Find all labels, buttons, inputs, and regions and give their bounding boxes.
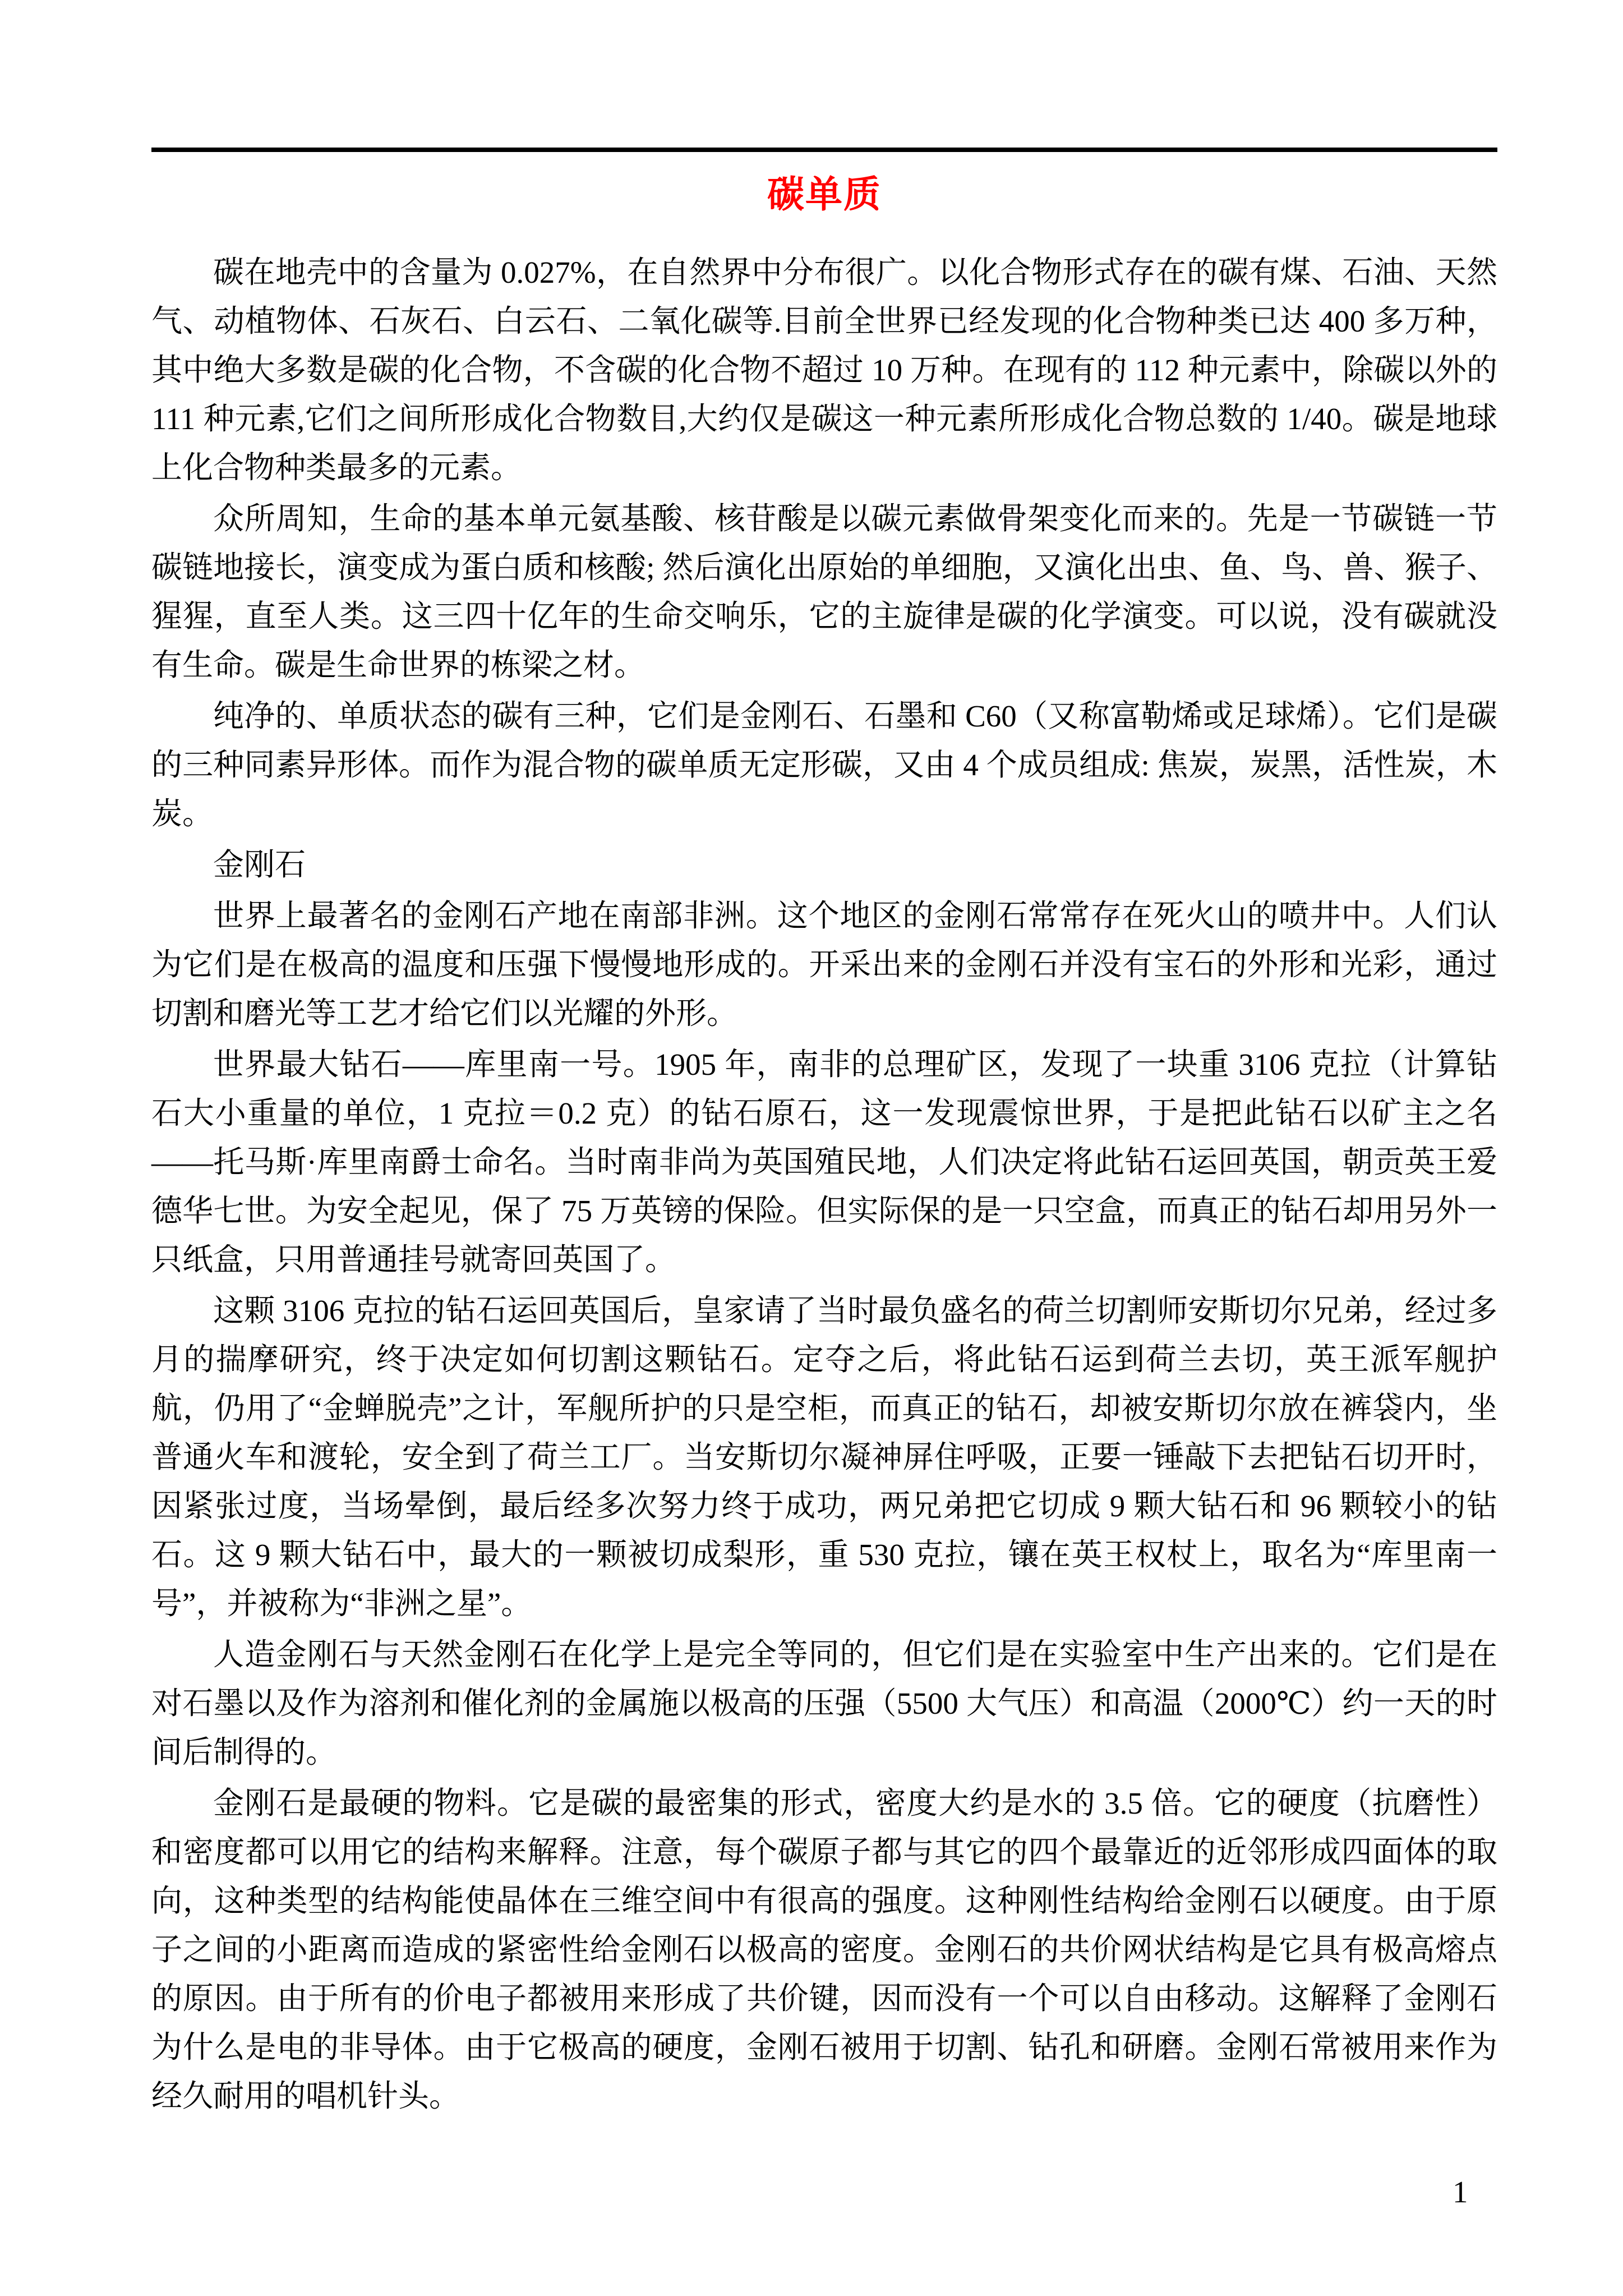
page-number: 1: [1453, 2175, 1468, 2209]
paragraph: 世界上最著名的金刚石产地在南部非洲。这个地区的金刚石常常存在死火山的喷井中。人们认为它们是在极高的温度和压强下慢慢地形成的。开采出来的金刚石并没有宝石的外形和光彩，通过切割和磨光等工艺才给它们以光耀的外形。: [151, 899, 1497, 1030]
paragraph: 人造金刚石与天然金刚石在化学上是完全等同的，但它们是在实验室中生产出来的。它们是在对石墨以及作为溶剂和催化剂的金属施以极高的压强（5500 大气压）和高温（2000℃）约一天的时间后制得的。: [151, 1637, 1497, 1769]
paragraph: 金刚石是最硬的物料。它是碳的最密集的形式，密度大约是水的 3.5 倍。它的硬度（抗磨性）和密度都可以用它的结构来解释。注意，每个碳原子都与其它的四个最靠近的近邻形成四面体的取向，这种类型的结构能使晶体在三维空间中有很高的强度。这种刚性结构给金刚石以硬度。由于原子之间的小距离而造成的紧密性给金刚石以极高的密度。金刚石的共价网状结构是它具有极高熔点的原因。由于所有的价电子都被用来形成了共价键，因而没有一个可以自由移动。这解释了金刚石为什么是电的非导体。由于它极高的硬度，金刚石被用于切割、钻孔和研磨。金刚石常被用来作为经久耐用的唱机针头。: [151, 1786, 1497, 2113]
paragraph: 碳在地壳中的含量为 0.027%，在自然界中分布很广。以化合物形式存在的碳有煤、石油、天然气、动植物体、石灰石、白云石、二氧化碳等.目前全世界已经发现的化合物种类已达 400 多万种，其中绝大多数是碳的化合物，不含碳的化合物不超过 10 万种。在现有的 112 种元素中，除碳以外的 111 种元素,它们之间所形成化合物数目,大约仅是碳这一种元素所形成化合物总数的 1/40。碳是地球上化合物种类最多的元素。: [151, 255, 1497, 485]
header-rule: [151, 148, 1497, 152]
paragraph: 世界最大钻石——库里南一号。1905 年，南非的总理矿区，发现了一块重 3106 克拉（计算钻石大小重量的单位，1 克拉＝0.2 克）的钻石原石，这一发现震惊世界，于是把此钻石以矿主之名——托马斯·库里南爵士命名。当时南非尚为英国殖民地，人们决定将此钻石运回英国，朝贡英王爱德华七世。为安全起见，保了 75 万英镑的保险。但实际保的是一只空盒，而真正的钻石却用另外一只纸盒，只用普通挂号就寄回英国了。: [151, 1047, 1497, 1277]
section-heading: 金刚石: [213, 848, 306, 882]
paragraph: 这颗 3106 克拉的钻石运回英国后，皇家请了当时最负盛名的荷兰切割师安斯切尔兄弟，经过多月的揣摩研究，终于决定如何切割这颗钻石。定夺之后，将此钻石运到荷兰去切，英王派军舰护航，仍用了“金蝉脱壳”之计，军舰所护的只是空柜，而真正的钻石，却被安斯切尔放在裤袋内，坐普通火车和渡轮，安全到了荷兰工厂。当安斯切尔凝神屏住呼吸，正要一锤敲下去把钻石切开时，因紧张过度，当场晕倒，最后经多次努力终于成功，两兄弟把它切成 9 颗大钻石和 96 颗较小的钻石。这 9 颗大钻石中，最大的一颗被切成梨形，重 530 克拉，镶在英王权杖上，取名为“库里南一号”，并被称为“非洲之星”。: [151, 1294, 1497, 1621]
paragraph: 众所周知，生命的基本单元氨基酸、核苷酸是以碳元素做骨架变化而来的。先是一节碳链一节碳链地接长，演变成为蛋白质和核酸; 然后演化出原始的单细胞，又演化出虫、鱼、鸟、兽、猴子、猩猩，直至人类。这三四十亿年的生命交响乐，它的主旋律是碳的化学演变。可以说，没有碳就没有生命。碳是生命世界的栋梁之材。: [151, 501, 1497, 682]
paragraph: 纯净的、单质状态的碳有三种，它们是金刚石、石墨和 C60（又称富勒烯或足球烯）。它们是碳的三种同素异形体。而作为混合物的碳单质无定形碳，又由 4 个成员组成: 焦炭，炭黑，活性炭，木炭。: [151, 699, 1497, 831]
document-body: [151, 248, 1497, 2123]
page-title: 碳单质: [767, 174, 882, 215]
